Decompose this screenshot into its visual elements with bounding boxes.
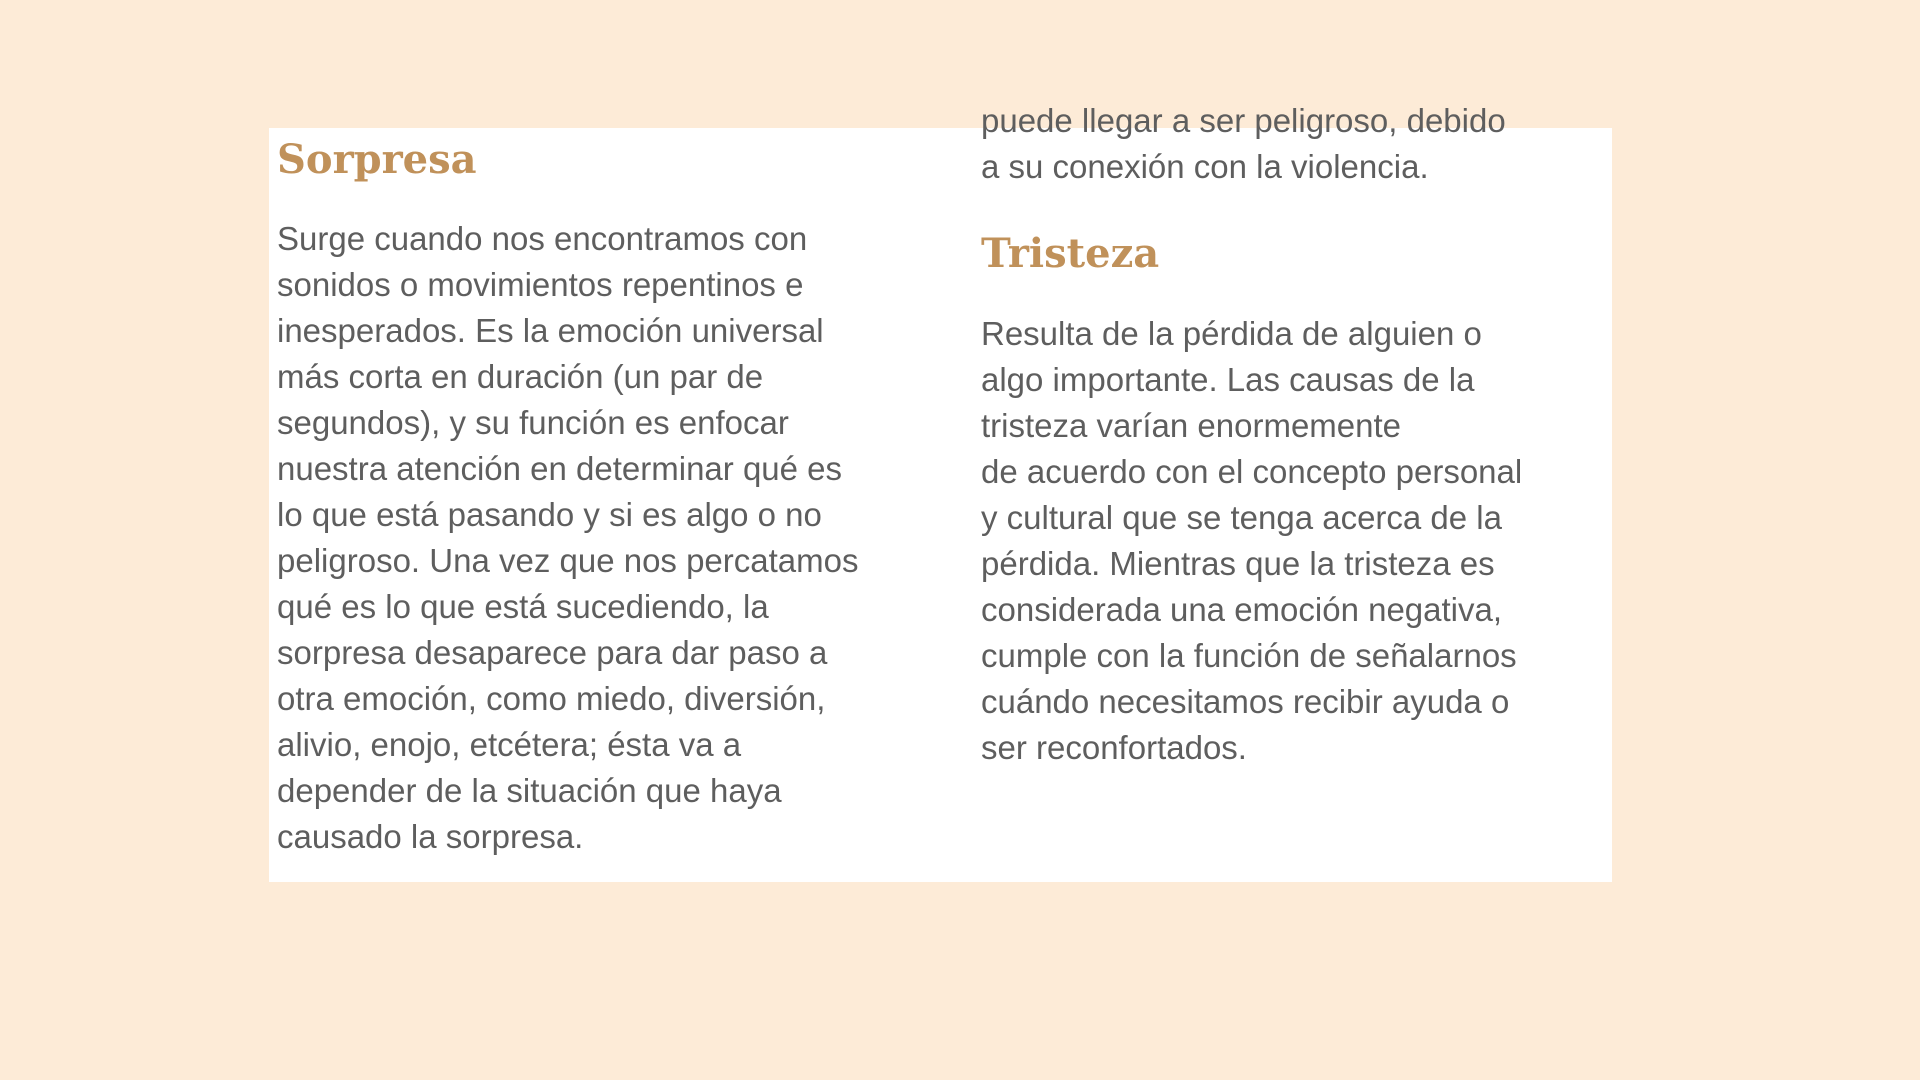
body-line: depender de la situación que haya <box>277 772 782 809</box>
section-body-tristeza <box>981 311 1601 771</box>
left-column <box>277 128 937 860</box>
body-line: a su conexión con la violencia. <box>981 148 1429 185</box>
body-line: alivio, enojo, etcétera; ésta va a <box>277 726 742 763</box>
body-line: nuestra atención en determinar qué es <box>277 450 843 487</box>
section-title-tristeza: Tristeza <box>981 230 1160 277</box>
body-line: cuándo necesitamos recibir ayuda o <box>981 683 1510 720</box>
body-line: causado la sorpresa. <box>277 818 584 855</box>
body-line: considerada una emoción negativa, <box>981 591 1503 628</box>
body-line: segundos), y su función es enfocar <box>277 404 789 441</box>
body-line: sorpresa desaparece para dar paso a <box>277 634 828 671</box>
body-line: peligroso. Una vez que nos percatamos <box>277 542 859 579</box>
body-line: cumple con la función de señalarnos <box>981 637 1517 674</box>
body-line: de acuerdo con el concepto personal <box>981 453 1523 490</box>
body-line: tristeza varían enormemente <box>981 407 1402 444</box>
continued-text <box>981 98 1601 190</box>
section-body-sorpresa <box>277 216 937 860</box>
body-line: Surge cuando nos encontramos con <box>277 220 808 257</box>
body-line: algo importante. Las causas de la <box>981 361 1475 398</box>
right-column <box>981 102 1601 771</box>
body-line: pérdida. Mientras que la tristeza es <box>981 545 1495 582</box>
body-line: Resulta de la pérdida de alguien o <box>981 315 1482 352</box>
body-line: ser reconfortados. <box>981 729 1247 766</box>
body-line: lo que está pasando y si es algo o no <box>277 496 822 533</box>
document-card <box>269 102 1612 882</box>
body-line: inesperados. Es la emoción universal <box>277 312 824 349</box>
section-title-sorpresa: Sorpresa <box>277 136 477 183</box>
body-line: sonidos o movimientos repentinos e <box>277 266 804 303</box>
body-line: puede llegar a ser peligroso, debido <box>981 102 1506 139</box>
body-line: más corta en duración (un par de <box>277 358 764 395</box>
body-line: y cultural que se tenga acerca de la <box>981 499 1502 536</box>
body-line: qué es lo que está sucediendo, la <box>277 588 769 625</box>
body-line: otra emoción, como miedo, diversión, <box>277 680 826 717</box>
